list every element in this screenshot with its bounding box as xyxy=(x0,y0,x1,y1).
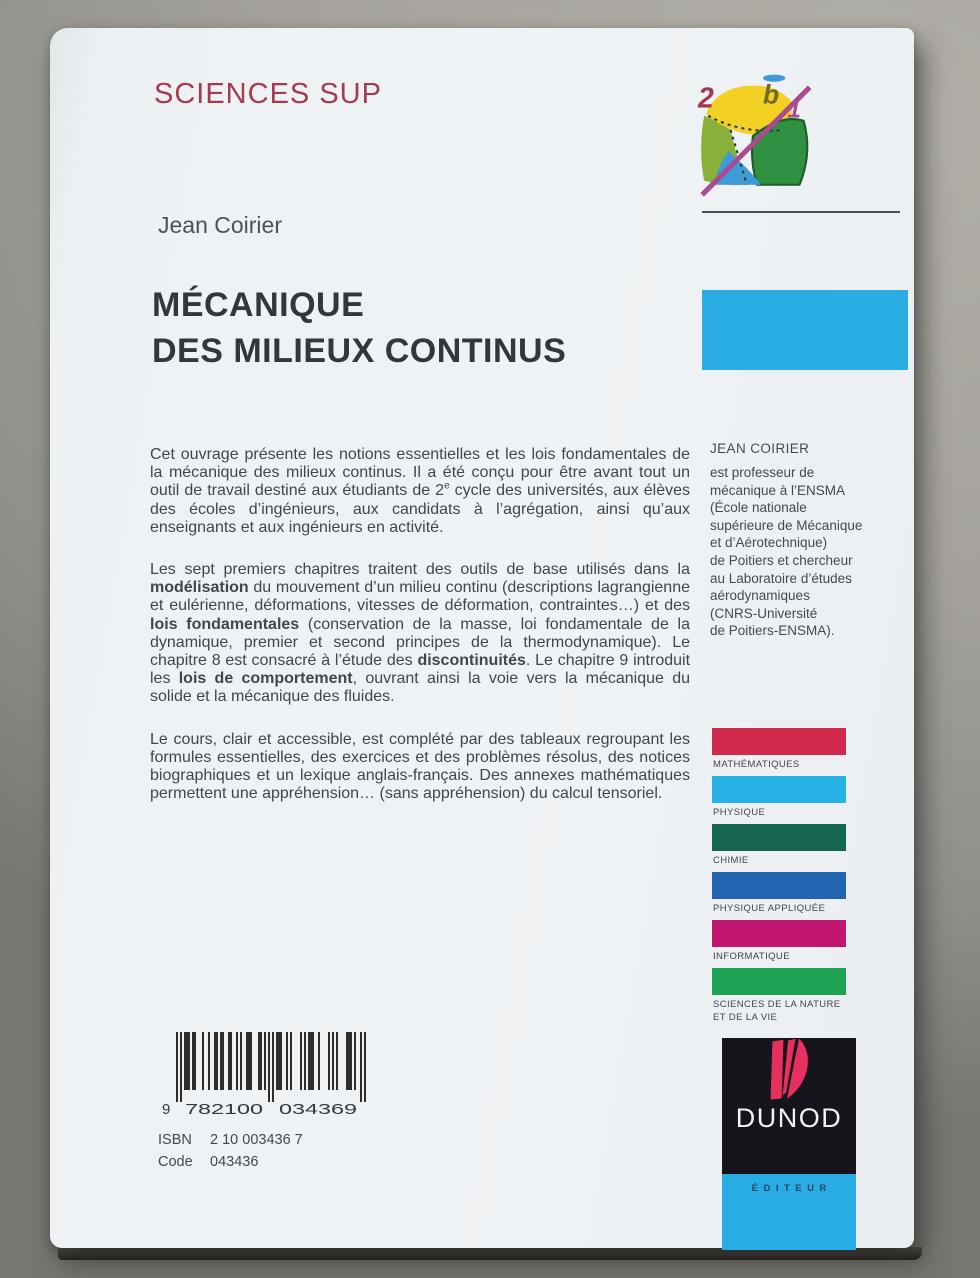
barcode-digits: 782100 xyxy=(185,1101,263,1118)
author-bio-line: mécanique à l’ENSMA xyxy=(710,482,846,498)
author-bio-line: de Poitiers-ENSMA). xyxy=(710,623,835,639)
category-label: PHYSIQUE APPLIQUÉE xyxy=(713,903,826,914)
author-bio-line: de Poitiers et chercheur xyxy=(710,552,853,568)
category-label: SCIENCES DE LA NATURE ET DE LA VIE xyxy=(713,999,841,1023)
book-title xyxy=(152,282,566,374)
logo-mark-2: 2 xyxy=(698,82,714,115)
back-cover-text xyxy=(150,446,690,827)
logo-rule xyxy=(702,211,900,213)
paragraph-2: Les sept premiers chapitres traitent des outils de base utilisés dans la modélisation du mouvement d’un milieu continu (descriptions lagrangienne et eulérienne, déformations, vitesses de déformation, contraintes…) et des lois fondamentales (conservation de la masse, loi fondamentale de la dynamique, premier et second principes de la thermodynamique). Le chapitre 8 est consacré à l’étude des discontinuités. Le chapitre 9 introduit les lois de comportement, ouvrant ainsi la voie vers la mécanique du solide et la mécanique des fluides. xyxy=(150,561,691,706)
code-label: Code xyxy=(158,1154,193,1170)
isbn-value: 2 10 003436 7 xyxy=(210,1132,303,1148)
author-bio-lines xyxy=(710,464,915,640)
globe-shapes xyxy=(701,75,810,195)
cyan-accent-block xyxy=(702,290,908,370)
category-color-bar xyxy=(712,968,846,995)
barcode-digits: 034369 xyxy=(279,1101,357,1118)
title-line-2: DES MILIEUX CONTINUS xyxy=(152,332,567,370)
author-bio-name: JEAN COIRIER xyxy=(710,441,810,456)
publisher-name: DUNOD xyxy=(735,1103,843,1133)
paragraph-3: Le cours, clair et accessible, est complété par des tableaux regroupant les formules essentielles, des exercices et des problèmes résolus, des notices biographiques et un lexique anglais-français. Des annexes mathématiques permettent une appréhension… (sans appréhension) du calcul tensoriel. xyxy=(150,730,690,803)
category-item xyxy=(712,920,882,963)
category-color-bar xyxy=(712,728,846,755)
author-bio xyxy=(710,441,915,640)
paragraph-1: Cet ouvrage présente les notions essentielles et les lois fondamentales de la mécanique des milieux continus. Il a été conçu pour être avant tout un outil de travail destiné aux étudiants de 2e cycle des universités, aux élèves des écoles d’ingénieurs, aux candidats à l’agrégation, ainsi qu’aux enseignants et aux ingénieurs en activité. xyxy=(150,446,690,536)
title-line-1: MÉCANIQUE xyxy=(152,286,365,324)
code-value: 043436 xyxy=(210,1154,259,1170)
isbn-label: ISBN xyxy=(158,1132,192,1148)
category-color-bar xyxy=(712,824,846,851)
author-name: Jean Coirier xyxy=(158,212,282,238)
author-bio-line: (École nationale xyxy=(710,500,807,516)
category-item xyxy=(712,824,882,867)
category-label: MATHÉMATIQUES xyxy=(713,759,800,770)
imprint-block xyxy=(158,1129,303,1173)
barcode-bars xyxy=(160,1032,370,1122)
publisher-logo-cyan-panel xyxy=(722,1174,856,1250)
barcode xyxy=(160,1032,370,1127)
logo-mark-1: 1 xyxy=(787,96,801,124)
author-bio-line: aérodynamiques xyxy=(710,588,810,604)
publisher-logo-black-panel xyxy=(722,1038,856,1174)
category-color-bar xyxy=(712,776,846,803)
author-bio-line: au Laboratoire d’études xyxy=(710,570,852,586)
category-item xyxy=(712,776,882,819)
category-label: INFORMATIQUE xyxy=(713,951,790,962)
category-item xyxy=(712,872,882,915)
author-bio-line: et d’Aérotechnique) xyxy=(710,535,828,551)
publisher-subtitle: ÉDITEUR xyxy=(751,1183,832,1194)
collection-title: SCIENCES SUP xyxy=(154,78,382,110)
author-bio-line: (CNRS-Université xyxy=(710,605,818,621)
category-color-bar xyxy=(712,872,846,899)
code-row xyxy=(158,1151,303,1173)
author-bio-line: est professeur de xyxy=(710,465,815,480)
logo-mark-b: b xyxy=(763,79,780,110)
category-list xyxy=(712,728,882,1029)
barcode-digits: 9 xyxy=(162,1101,171,1118)
publisher-logo xyxy=(722,1028,856,1250)
author-bio-line: supérieure de Mécanique xyxy=(710,517,863,533)
dunod-d-icon xyxy=(766,1038,812,1102)
book-back-cover xyxy=(50,28,914,1248)
category-item xyxy=(712,968,882,1024)
isbn-row xyxy=(158,1129,303,1151)
category-color-bar xyxy=(712,920,846,947)
category-item xyxy=(712,728,882,771)
category-label: PHYSIQUE xyxy=(713,807,766,818)
sciences-sup-logo xyxy=(694,70,832,202)
category-label: CHIMIE xyxy=(713,855,749,866)
